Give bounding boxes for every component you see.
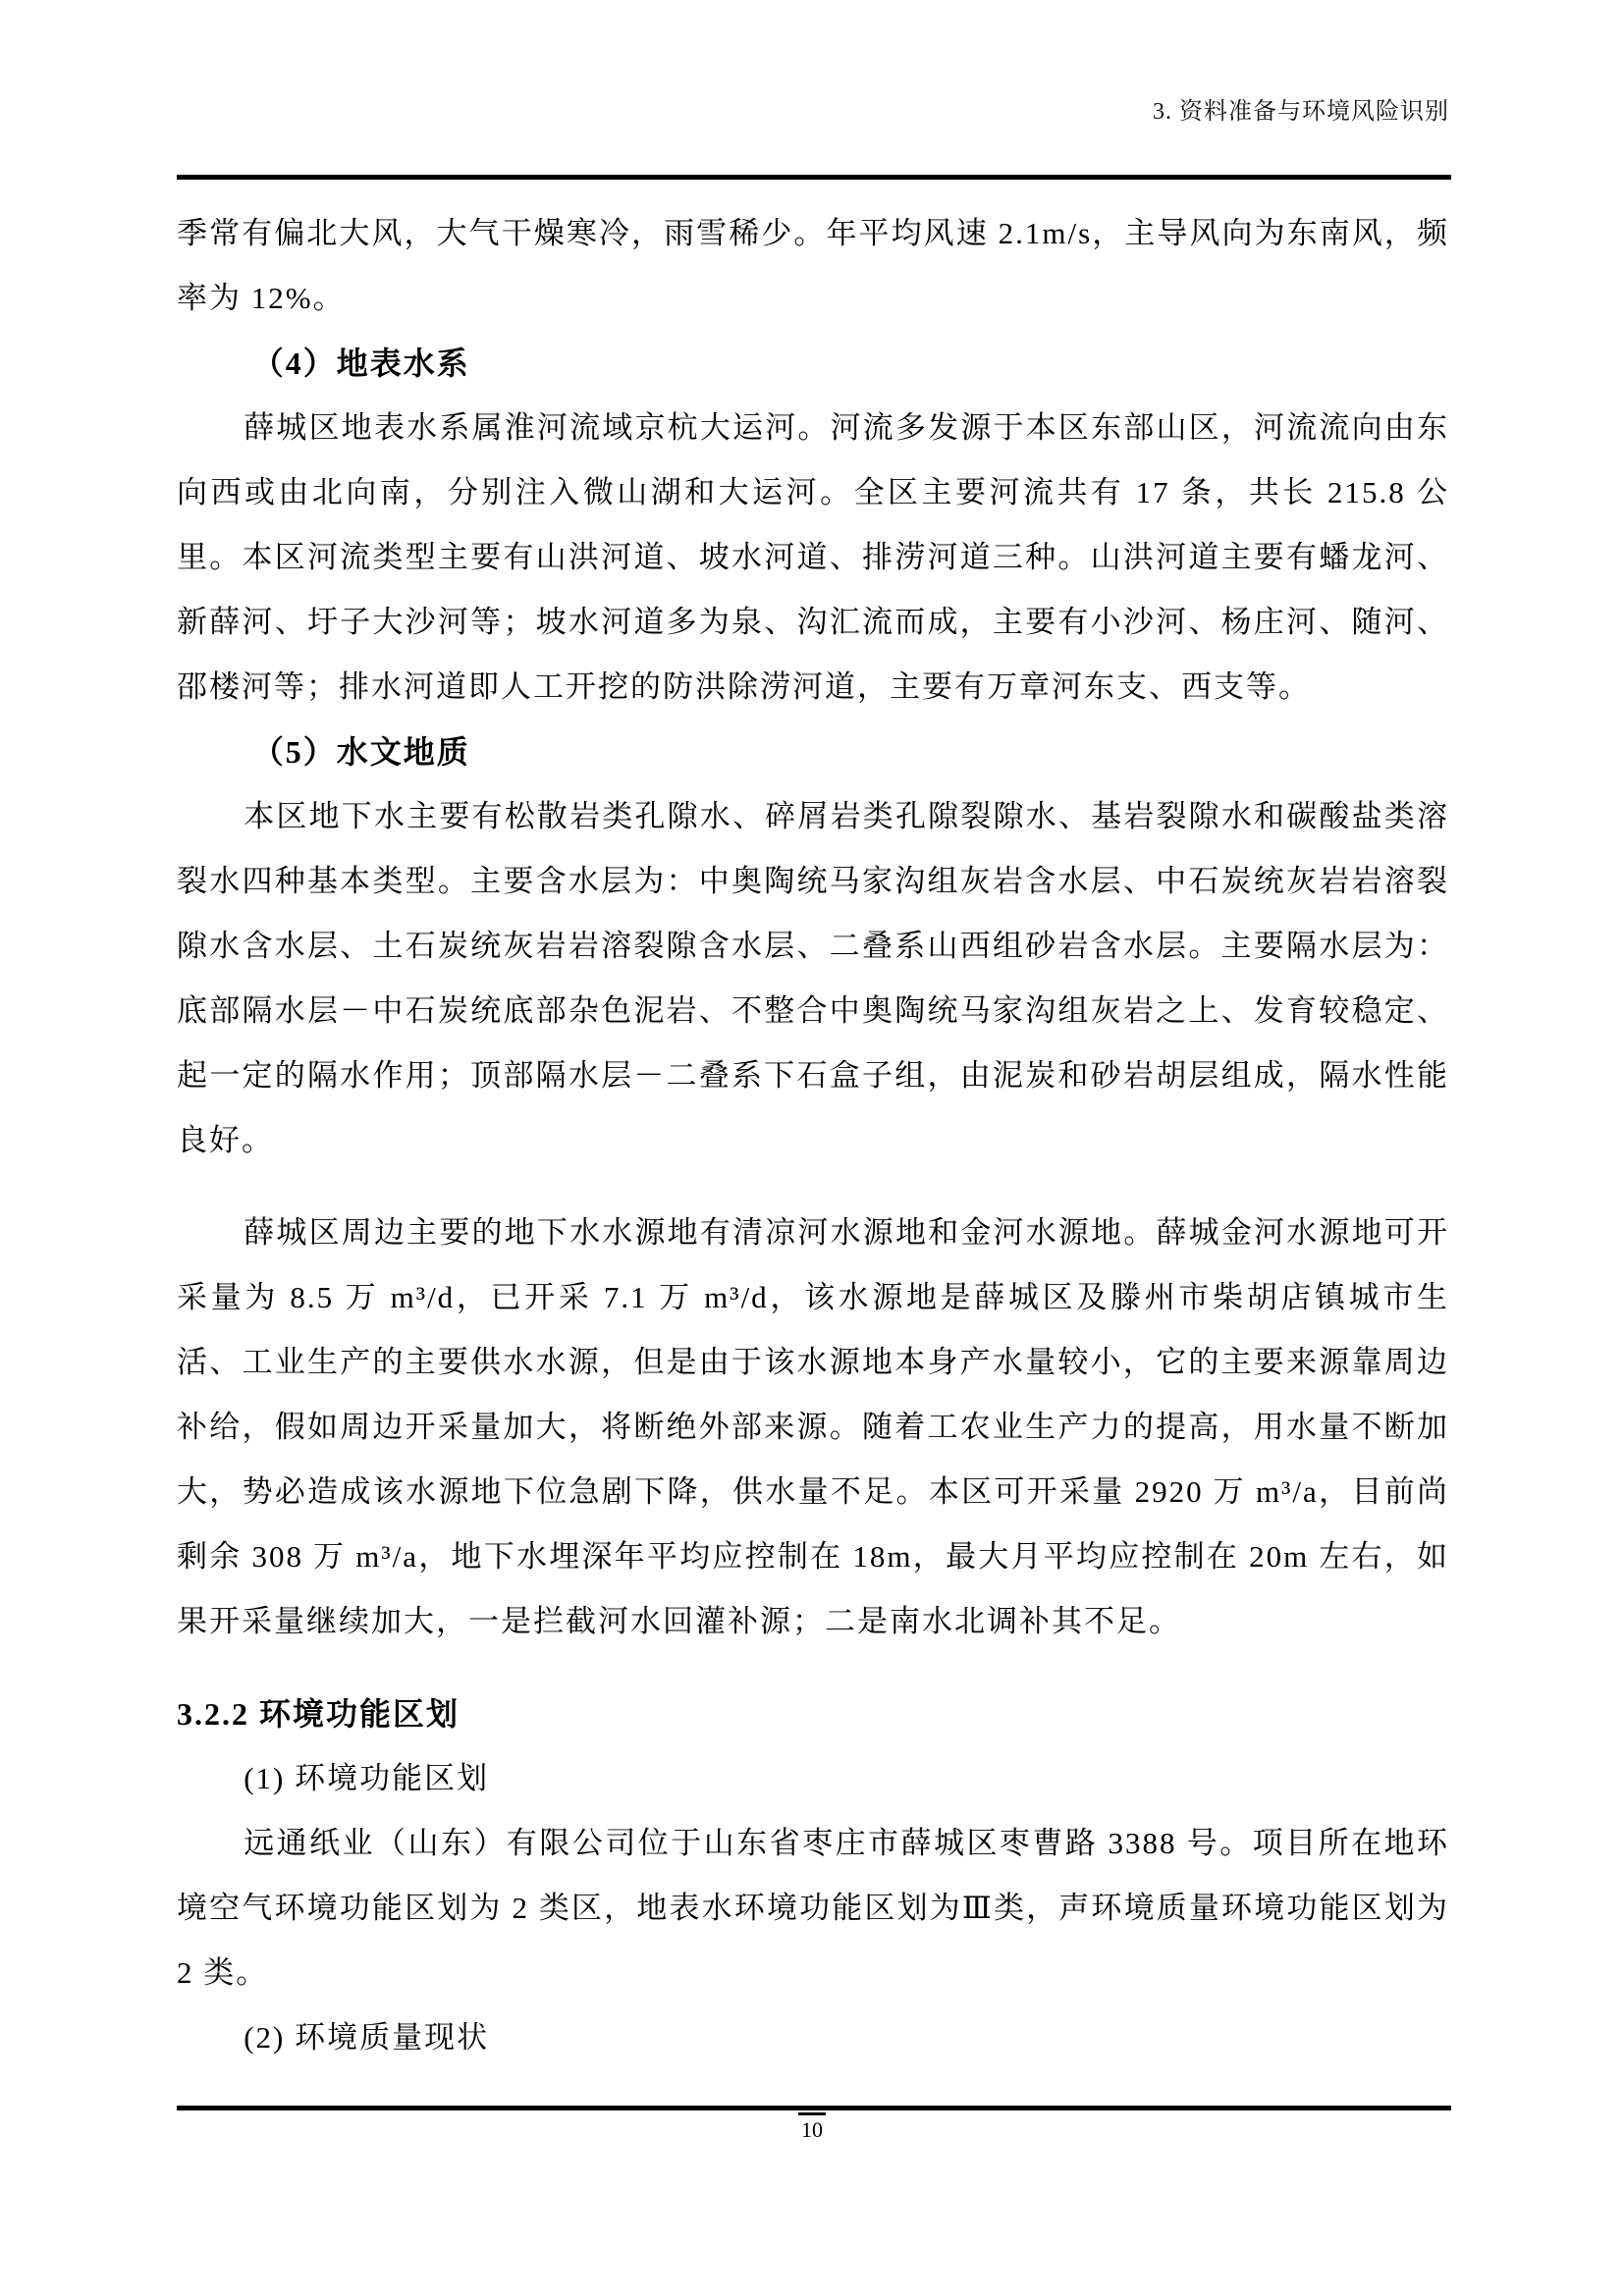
page-number: 10	[798, 2112, 826, 2143]
footer	[0, 2112, 1624, 2143]
section-heading-env-zoning: 3.2.2 环境功能区划	[177, 1696, 460, 1732]
header-rule	[177, 175, 1451, 180]
paragraph-env-zoning: 远通纸业（山东）有限公司位于山东省枣庄市薛城区枣曹路 3388 号。项目所在地环境空气环境功能区划为 2 类区，地表水环境功能区划为Ⅲ类，声环境质量环境功能区划为 2 类。	[177, 1826, 1449, 1990]
paragraph-hydrogeology: 本区地下水主要有松散岩类孔隙水、碎屑岩类孔隙裂隙水、基岩裂隙水和碳酸盐类溶裂水四种基本类型。主要含水层为：中奥陶统马家沟组灰岩含水层、中石炭统灰岩岩溶裂隙水含水层、土石炭统灰岩岩溶裂隙含水层、二叠系山西组砂岩含水层。主要隔水层为：底部隔水层－中石炭统底部杂色泥岩、不整合中奥陶统马家沟组灰岩之上、发育较稳定、起一定的隔水作用；顶部隔水层－二叠系下石盒子组，由泥炭和砂岩胡层组成，隔水性能良好。	[177, 799, 1449, 1157]
section-heading-surface-water: （4）地表水系	[251, 346, 470, 381]
list-item-env-zoning: (1) 环境功能区划	[244, 1761, 490, 1795]
page-body	[177, 201, 1449, 2070]
running-header-title: 3. 资料准备与环境风险识别	[1153, 99, 1449, 125]
paragraph-water-source: 薛城区周边主要的地下水水源地有清凉河水源地和金河水源地。薛城金河水源地可开采量为 8.5 万 m³/d，已开采 7.1 万 m³/d，该水源地是薛城区及滕州市柴胡店镇城市生活、工业生产的主要供水水源，但是由于该水源地本身产水量较小，它的主要来源靠周边补给，假如周边开采量加大，将断绝外部来源。随着工农业生产力的提高，用水量不断加大，势必造成该水源地下位急剧下降，供水量不足。本区可开采量 2920 万 m³/a，目前尚剩余 308 万 m³/a，地下水埋深年平均应控制在 18m，最大月平均应控制在 20m 左右，如果开采量继续加大，一是拦截河水回灌补源；二是南水北调补其不足。	[177, 1215, 1449, 1638]
paragraph-climate: 季常有偏北大风，大气干燥寒冷，雨雪稀少。年平均风速 2.1m/s，主导风向为东南风，频率为 12%。	[177, 216, 1449, 315]
paragraph-surface-water: 薛城区地表水系属淮河流域京杭大运河。河流多发源于本区东部山区，河流流向由东向西或由北向南，分别注入微山湖和大运河。全区主要河流共有 17 条，共长 215.8 公里。本区河流类型主要有山洪河道、坡水河道、排涝河道三种。山洪河道主要有蟠龙河、新薛河、圩子大沙河等；坡水河道多为泉、沟汇流而成，主要有小沙河、杨庄河、随河、邵楼河等；排水河道即人工开挖的防洪除涝河道，主要有万章河东支、西支等。	[177, 410, 1449, 704]
footer-rule	[177, 2106, 1451, 2110]
list-item-env-quality: (2) 环境质量现状	[244, 2020, 490, 2055]
section-heading-hydrogeology: （5）水文地质	[251, 734, 470, 770]
